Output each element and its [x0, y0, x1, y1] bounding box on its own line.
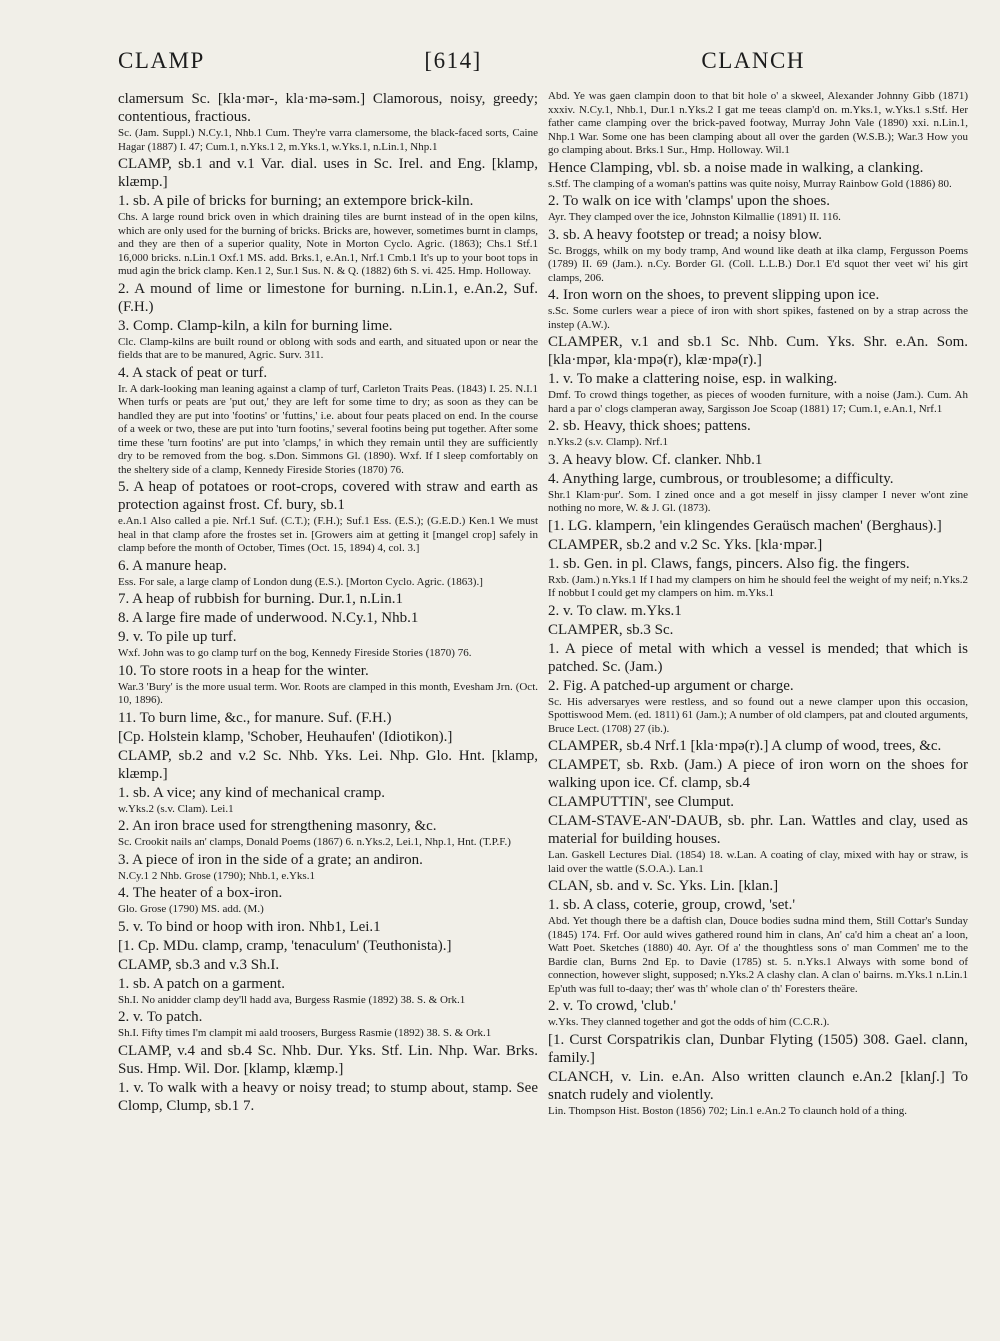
citation-paragraph: Glo. Grose (1790) MS. add. (M.): [118, 903, 264, 915]
entry-paragraph: 2. To walk on ice with 'clamps' upon the shoes.: [548, 193, 830, 209]
citation-paragraph: e.An.1 Also called a pie. Nrf.1 Suf. (C.T.); (F.H.); Suf.1 Ess. (E.S.); (G.E.D.) Ken.1 We must heal in that clamp afore the frostes set in. [Growers aim at getting it [mangel crop] safely in clamp before the month of October, Times (Oct. 15, 1894) 4, col. 3.]: [118, 515, 538, 554]
citation-paragraph: Sc. Broggs, whilk on my body tramp, And wound like death at ilka clamp, Fergusson Poems (1789) II. 69 (Jam.). n.Cy. Border Gl. (Coll. L.L.B.) Dor.1 E'd squot ther veet wi' his girt clamps, 206.: [548, 244, 968, 284]
entry-paragraph: 1. sb. A class, coterie, group, crowd, 'set.': [548, 897, 796, 913]
citation-paragraph: Chs. A large round brick oven in which draining tiles are burnt instead of in the open kilns, which are only used for the burning of bricks. Bricks are, however, sometimes burnt in clamps, and they are then of a superior quality, Note in Morton Cyclo. Agric. (1863); Chs.1 Stf.1 16,000 bricks. n.Lin.1 Oxf.1 MS. add. Brks.1, e.An.1, Nrf.1 Cmb.1 It's up to your boot tops in mud agin the brick clamp. Ken.1 2, Sur.1 Sus. N. & Q. (1882) 6th S. vi. 425. Hmp. Holloway.: [118, 211, 538, 277]
right-column: [548, 90, 968, 1315]
entry-paragraph: 5. A heap of potatoes or root-crops, covered with straw and earth as protection against frost. Cf. bury, sb.1: [118, 479, 538, 513]
entry-paragraph: [Cp. Holstein klamp, 'Schober, Heuhaufen' (Idiotikon).]: [118, 728, 453, 745]
citation-paragraph: Abd. Ye was gaen clampin doon to that bit hole o' a skweel, Alexander Johnny Gibb (1871) xxxiv. N.Cy.1, Nhb.1, Dur.1 n.Yks.2 I gat me teeas clamp'd on. m.Yks.1, w.Yks.1 s.Stf. Her father came clamping over the brick-paved footway, Murray John Vale (1890) xxi. n.Lin.1, Nhp.1 War. Some one has been clamping about all over the garden (W.S.B.); War.3 How you go clamping about. Brks.1 Sur., Hmp. Holloway. Wil.1: [548, 90, 968, 156]
entry-paragraph: 10. To store roots in a heap for the winter.: [118, 662, 369, 679]
page-number: [614]: [424, 48, 482, 73]
citation-paragraph: s.Stf. The clamping of a woman's pattins was quite noisy, Murray Rainbow Gold (1886) 80.: [548, 177, 952, 190]
entry-paragraph: 1. sb. A pile of bricks for burning; an extempore brick-kiln.: [118, 193, 474, 209]
citation-paragraph: Dmf. To crowd things together, as pieces of wooden furniture, with a noise (Jam.). Cum. Ah hard a par o' clogs clamperan away, Sargisson Joe Scoap (1881) 17; Cum.1, e.An.1, Nrf.1: [548, 389, 968, 415]
entry-paragraph: 4. Anything large, cumbrous, or troublesome; a difficulty.: [548, 470, 894, 487]
entry-paragraph: 2. A mound of lime or limestone for burning. n.Lin.1, e.An.2, Suf. (F.H.): [118, 280, 538, 315]
entry-paragraph: CLAMPET, sb. Rxb. (Jam.) A piece of iron worn on the shoes for walking upon ice. Cf. clamp, sb.4: [548, 757, 968, 791]
citation-paragraph: s.Sc. Some curlers wear a piece of iron with short spikes, fastened on by a strap across the instep (A.W.).: [548, 305, 968, 331]
entry-paragraph: CLAMP, sb.3 and v.3 Sh.I.: [118, 956, 280, 973]
entry-paragraph: [1. LG. klampern, 'ein klingendes Geraüsch machen' (Berghaus).]: [548, 517, 942, 534]
citation-paragraph: Lin. Thompson Hist. Boston (1856) 702; Lin.1 e.An.2 To claunch hold of a thing.: [548, 1104, 908, 1117]
citation-paragraph: Wxf. John was to go clamp turf on the bog, Kennedy Fireside Stories (1870) 76.: [118, 647, 472, 659]
entry-paragraph: CLAMPUTTIN', see Clumput.: [548, 794, 735, 810]
entry-paragraph: CLAMPER, sb.2 and v.2 Sc. Yks. [kla·mpər.]: [548, 536, 823, 553]
entry-paragraph: CLAMP, v.4 and sb.4 Sc. Nhb. Dur. Yks. Stf. Lin. Nhp. War. Brks. Sus. Hmp. Wil. Dor. [klamp, klæmp.]: [118, 1042, 538, 1077]
entry-paragraph: 1. v. To make a clattering noise, esp. in walking.: [548, 371, 838, 387]
citation-paragraph: Ess. For sale, a large clamp of London dung (E.S.). [Morton Cyclo. Agric. (1863).]: [118, 575, 483, 588]
citation-paragraph: N.Cy.1 2 Nhb. Grose (1790); Nhb.1, e.Yks.1: [118, 869, 315, 882]
citation-paragraph: Ayr. They clamped over the ice, Johnston Kilmallie (1891) II. 116.: [548, 211, 841, 223]
entry-paragraph: CLANCH, v. Lin. e.An. Also written claunch e.An.2 [klanʃ.] To snatch rudely and violently.: [548, 1068, 968, 1103]
guide-word-left: CLAMP: [118, 48, 205, 73]
entry-paragraph: 2. Fig. A patched-up argument or charge.: [548, 677, 794, 694]
entry-paragraph: 11. To burn lime, &c., for manure. Suf. (F.H.): [118, 709, 392, 726]
entry-paragraph: CLAN, sb. and v. Sc. Yks. Lin. [klan.]: [548, 878, 779, 894]
entry-paragraph: 8. A large fire made of underwood. N.Cy.1, Nhb.1: [118, 610, 419, 626]
entry-paragraph: 5. v. To bind or hoop with iron. Nhb1, Lei.1: [118, 918, 381, 935]
entry-paragraph: 3. A heavy blow. Cf. clanker. Nhb.1: [548, 451, 763, 468]
entry-paragraph: clamersum Sc. [kla·mər-, kla·mə-səm.] Clamorous, noisy, greedy; contentious, fractious.: [118, 91, 538, 125]
entry-paragraph: 3. Comp. Clamp-kiln, a kiln for burning lime.: [118, 317, 393, 334]
entry-paragraph: 1. v. To walk with a heavy or noisy tread; to stump about, stamp. See Clomp, Clump, sb.1 7.: [118, 1079, 538, 1114]
entry-paragraph: 1. sb. A vice; any kind of mechanical cramp.: [118, 784, 386, 801]
entry-paragraph: 2. An iron brace used for strengthening masonry, &c.: [118, 818, 437, 834]
entry-paragraph: 2. v. To crowd, 'club.': [548, 998, 677, 1014]
citation-paragraph: Shr.1 Klam·pur'. Som. I zined once and a got meself in jissy clamper I never w'ont zine nothing no more, W. & J. Gl. (1873).: [548, 488, 968, 514]
citation-paragraph: Rxb. (Jam.) n.Yks.1 If I had my clampers on him he should feel the weight of my neif; n.Yks.2 If nobbut I could get my clampers on him. m.Yks.1: [548, 573, 968, 599]
entry-paragraph: 4. A stack of peat or turf.: [118, 364, 268, 381]
citation-paragraph: War.3 'Bury' is the more usual term. Wor. Roots are clamped in this month, Evesham Jrn. (Oct. 10, 1896).: [118, 680, 538, 706]
entry-paragraph: 2. v. To claw. m.Yks.1: [548, 602, 682, 619]
entry-paragraph: 6. A manure heap.: [118, 557, 227, 574]
entry-paragraph: CLAMP, sb.2 and v.2 Sc. Nhb. Yks. Lei. Nhp. Glo. Hnt. [klamp, klæmp.]: [118, 747, 538, 782]
entry-paragraph: 3. sb. A heavy footstep or tread; a noisy blow.: [548, 226, 822, 243]
entry-paragraph: CLAMPER, sb.4 Nrf.1 [kla·mpə(r).] A clump of wood, trees, &c.: [548, 738, 942, 754]
entry-paragraph: 7. A heap of rubbish for burning. Dur.1, n.Lin.1: [118, 591, 403, 607]
entry-paragraph: CLAMPER, sb.3 Sc.: [548, 621, 674, 638]
entry-paragraph: 1. sb. A patch on a garment.: [118, 975, 286, 992]
citation-paragraph: w.Yks. They clanned together and got the odds of him (C.C.R.).: [548, 1016, 830, 1028]
entry-paragraph: CLAMP, sb.1 and v.1 Var. dial. uses in Sc. Irel. and Eng. [klamp, klæmp.]: [118, 156, 538, 190]
entry-paragraph: 9. v. To pile up turf.: [118, 629, 237, 645]
page-header: [118, 48, 805, 74]
entry-paragraph: 1. sb. Gen. in pl. Claws, fangs, pincers. Also fig. the fingers.: [548, 555, 910, 572]
citation-paragraph: Sc. (Jam. Suppl.) N.Cy.1, Nhb.1 Cum. They're varra clamersome, the black-faced sorts, Caine Hagar (1887) I. 47; Cum.1, n.Yks.1 2, m.Yks.1, w.Yks.1, n.Lin.1, Nhp.1: [118, 127, 538, 153]
entry-paragraph: 2. sb. Heavy, thick shoes; pattens.: [548, 418, 751, 434]
citation-paragraph: Lan. Gaskell Lectures Dial. (1854) 18. w.Lan. A coating of clay, mixed with hay or straw, is laid over the wattle (S.O.A.). Lan.1: [548, 849, 968, 875]
citation-paragraph: n.Yks.2 (s.v. Clamp). Nrf.1: [548, 436, 668, 448]
entry-paragraph: 4. The heater of a box-iron.: [118, 885, 283, 901]
citation-paragraph: Sc. Crookit nails an' clamps, Donald Poems (1867) 6. n.Yks.2, Lei.1, Nhp.1, Hnt. (T.P.F.): [118, 836, 511, 848]
entry-paragraph: CLAMPER, v.1 and sb.1 Sc. Nhb. Cum. Yks. Shr. e.An. Som. [kla·mpər, kla·mpə(r), klæ·mpə(r).]: [548, 334, 968, 368]
citation-paragraph: w.Yks.2 (s.v. Clam). Lei.1: [118, 802, 234, 815]
citation-paragraph: Sh.I. No anidder clamp dey'll hadd ava, Burgess Rasmie (1892) 38. S. & Ork.1: [118, 993, 466, 1006]
citation-paragraph: Sc. His adversaryes were restless, and so found out a newe clamper upon this occasion, Spottiswood Mem. (ed. 1811) 61 (Jam.); A number of old clampers, pat and clouted arguments, Bruce Lect. (1708) 27 (ib.).: [548, 695, 968, 735]
guide-word-right: CLANCH: [701, 48, 805, 73]
entry-paragraph: [1. Curst Corspatrikis clan, Dunbar Flyting (1505) 308. Gael. clann, family.]: [548, 1031, 968, 1066]
entry-paragraph: 4. Iron worn on the shoes, to prevent slipping upon ice.: [548, 287, 880, 303]
citation-paragraph: Ir. A dark-looking man leaning against a clamp of turf, Carleton Traits Peas. (1843) I. 25. N.I.1 When turfs or peats are 'put out,' they are left for some time to dry; as soon as they can be handled they are put into 'footins' or 'futtins,' i.e. about four peats placed on end. In the course of a week or two, these are put into 'turn footins,' several footins being put together. After some time these 'turn footins' are put into 'clamps,' in which they remain until they are sufficiently dry to be removed from the bog. s.Don. Simmons Gl. (1890). Wxf. If I sleep comfortably on the sheltery side of a clamp, Kennedy Fireside Stories (1870) 76.: [118, 382, 538, 476]
entry-paragraph: Hence Clamping, vbl. sb. a noise made in walking, a clanking.: [548, 159, 924, 176]
entry-paragraph: 1. A piece of metal with which a vessel is mended; that which is patched. Sc. (Jam.): [548, 640, 968, 675]
entry-paragraph: CLAM-STAVE-AN'-DAUB, sb. phr. Lan. Wattles and clay, used as material for building houses.: [548, 813, 968, 847]
citation-paragraph: Abd. Yet though there be a daftish clan, Douce bodies sudna mind them, Still Cottar's Sunday (1845) 174. Frf. Oor auld wives gathered round him in clans, An' ca'd him a cheat an' a loon, Watt Poet. Sketches (1880) 40. Ayr. Of a' the thoughtless sons o' man Commen' me to the Bardie clan, Burns 2nd Ep. to Davie (1785) st. 5. n.Yks.1 Always with some bond of connection, however slight, supposed; n.Yks.2 A clashy clan. A clan o' bairns. m.Yks.1 n.Lin.1 Ep'uth was full to-daay; ther' was th' whole clan o' th' Foresters theäre.: [548, 915, 968, 995]
left-column: [118, 90, 538, 1315]
entry-paragraph: [1. Cp. MDu. clamp, cramp, 'tenaculum' (Teuthonista).]: [118, 937, 452, 954]
entry-paragraph: 2. v. To patch.: [118, 1009, 203, 1025]
citation-paragraph: Sh.I. Fifty times I'm clampit mi aald troosers, Burgess Rasmie (1892) 38. S. & Ork.1: [118, 1027, 492, 1039]
citation-paragraph: Clc. Clamp-kilns are built round or oblong with sods and earth, and situated upon or near the fields that are to be manured, Agric. Surv. 311.: [118, 335, 538, 361]
entry-paragraph: 3. A piece of iron in the side of a grate; an andiron.: [118, 851, 423, 868]
